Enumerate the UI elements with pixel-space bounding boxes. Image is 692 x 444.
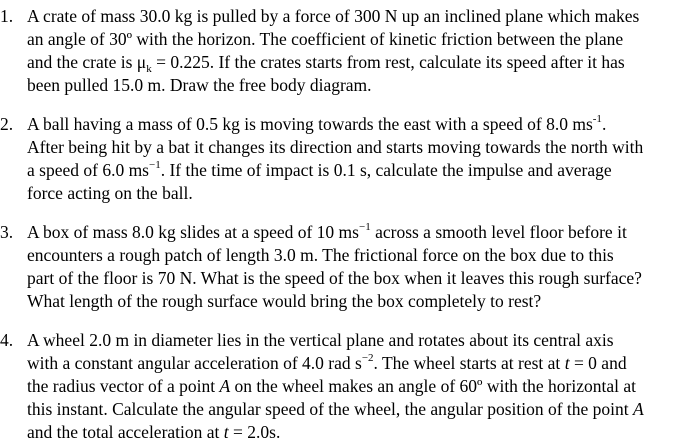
question-text-line: A wheel 2.0 m in diameter lies in the vertical plane and rotates about its central axis (27, 330, 614, 350)
text-run: on the wheel makes an angle of 60º with the horizontal at (230, 376, 637, 396)
question-text-line (27, 375, 636, 398)
question-text-line: What length of the rough surface would bring the box completely to rest? (27, 291, 542, 311)
question-text-line (27, 221, 627, 244)
question-number: 2. (0, 114, 14, 134)
text-run: the radius vector of a point (27, 376, 220, 396)
text-run: . If the time of impact is 0.1 s, calculate the impulse and average (160, 160, 612, 180)
question-number: 3. (0, 222, 14, 242)
text-run: A box of mass 8.0 kg slides at a speed of 10 ms (27, 222, 359, 242)
variable-t: t (223, 422, 229, 442)
question-text-line: been pulled 15.0 m. Draw the free body diagram. (27, 75, 372, 95)
text-run: = 0.225. If the crates starts from rest, calculate its speed after it has (151, 52, 625, 72)
question-text-line: A crate of mass 30.0 kg is pulled by a force of 300 N up an inclined plane which makes (27, 6, 640, 26)
text-run: . (601, 114, 607, 134)
text-run: A ball having a mass of 0.5 kg is moving towards the east with a speed of 8.0 ms (27, 114, 593, 134)
text-run: = 2.0s. (228, 422, 281, 442)
question-text-line: encounters a rough patch of length 3.0 m. The frictional force on the box due to this (27, 245, 614, 265)
superscript: −2 (361, 352, 374, 364)
variable-t: t (564, 353, 570, 373)
superscript: −1 (149, 159, 161, 171)
question-number: 4. (0, 330, 14, 350)
question-text-line (27, 51, 625, 74)
text-run: across a smooth level floor before it (370, 222, 627, 242)
variable-a: A (633, 399, 644, 419)
variable-a: A (219, 376, 231, 396)
text-run: a speed of 6.0 ms (27, 160, 149, 180)
text-run: and the crate is μ (27, 52, 147, 72)
question-text-line: After being hit by a bat it changes its direction and starts moving towards the north with (27, 137, 644, 157)
superscript: −1 (358, 221, 371, 233)
question-text-line: an angle of 30º with the horizon. The coefficient of kinetic friction between the plane (27, 29, 624, 49)
text-run: this instant. Calculate the angular speed of the wheel, the angular position of the point (27, 399, 634, 419)
subscript: k (146, 63, 152, 75)
superscript: -1 (592, 113, 602, 125)
text-run: and the total acceleration at (27, 422, 224, 442)
question-text-line (27, 113, 606, 136)
question-text-line (27, 421, 280, 444)
text-run: = 0 and (569, 353, 627, 373)
text-run: . The wheel starts at rest at (373, 353, 565, 373)
question-text-line (27, 159, 612, 182)
question-number: 1. (0, 6, 14, 26)
question-text-line (27, 352, 627, 375)
question-text-line (27, 398, 644, 421)
question-text-line: force acting on the ball. (27, 183, 193, 203)
question-text-line: part of the floor is 70 N. What is the speed of the box when it leaves this rough surface? (27, 268, 642, 288)
text-run: with a constant angular acceleration of 4.0 rad s (27, 353, 362, 373)
